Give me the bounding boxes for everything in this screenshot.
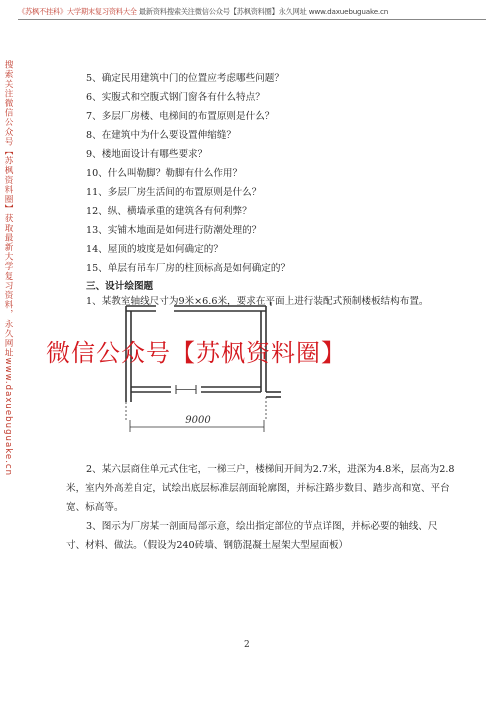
design-question-2: 2、某六层商住单元式住宅，一梯三户，楼梯间开间为2.7米，进深为4.8米，层高为2.8米，室内外高差自定，试绘出底层标准层剖面轮廓图，并标注路步数目、踏步高和宽、平台宽、标高等。 [66,464,455,513]
question-6: 6、实腹式和空腹式钢门窗各有什么特点？ [86,92,265,103]
question-10: 10、什么叫勒脚？勒脚有什么作用？ [86,168,243,179]
header-notice: 最新资料搜索关注微信公众号【苏枫资料圈】永久网址 [138,7,307,16]
question-8: 8、在建筑中为什么要设置伸缩缝？ [86,130,237,141]
question-11: 11、多层厂房生活间的布置原则是什么？ [86,187,262,198]
question-14: 14、屋顶的坡度是如何确定的？ [86,244,223,255]
section-title: 三、设计绘图题 [86,281,154,292]
question-7: 7、多层厂房楼、电梯间的布置原则是什么？ [86,111,275,122]
dimension-label: 9000 [185,415,211,426]
question-13: 13、实铺木地面是如何进行防潮处理的？ [86,225,262,236]
design-question-1: 1、某教室轴线尺寸为9米×6.6米，要求在平面上进行装配式预制楼板结构布置。 [86,296,429,307]
header-url: www.daxuebuguake.cn [308,7,389,16]
question-5: 5、确定民用建筑中门的位置应考虑哪些问题？ [86,73,284,84]
page-number: 2 [244,640,250,650]
design-question-3: 3、图示为厂房某一剖面局部示意，绘出指定部位的节点详图，并标必要的轴线、尺寸、材料、做法。（假设为240砖墙、钢筋混凝土屋架大型屋面板） [66,521,438,551]
page-header [18,7,488,17]
question-9: 9、楼地面设计有哪些要求？ [86,149,208,160]
question-12: 12、纵、横墙承重的建筑各有何利弊？ [86,206,252,217]
header-title: 《苏枫不挂科》大学期末复习资料大全 [18,7,137,16]
overlay-watermark: 微信公众号【苏枫资料圈】 [46,339,346,367]
side-watermark: 搜索关注微信公众号【苏枫资料圈】获取最新大学复习资料，永久网址www.daxuebuguake.cn [3,60,13,477]
header-divider [18,19,486,20]
question-15: 15、单层有吊车厂房的柱顶标高是如何确定的？ [86,263,291,274]
